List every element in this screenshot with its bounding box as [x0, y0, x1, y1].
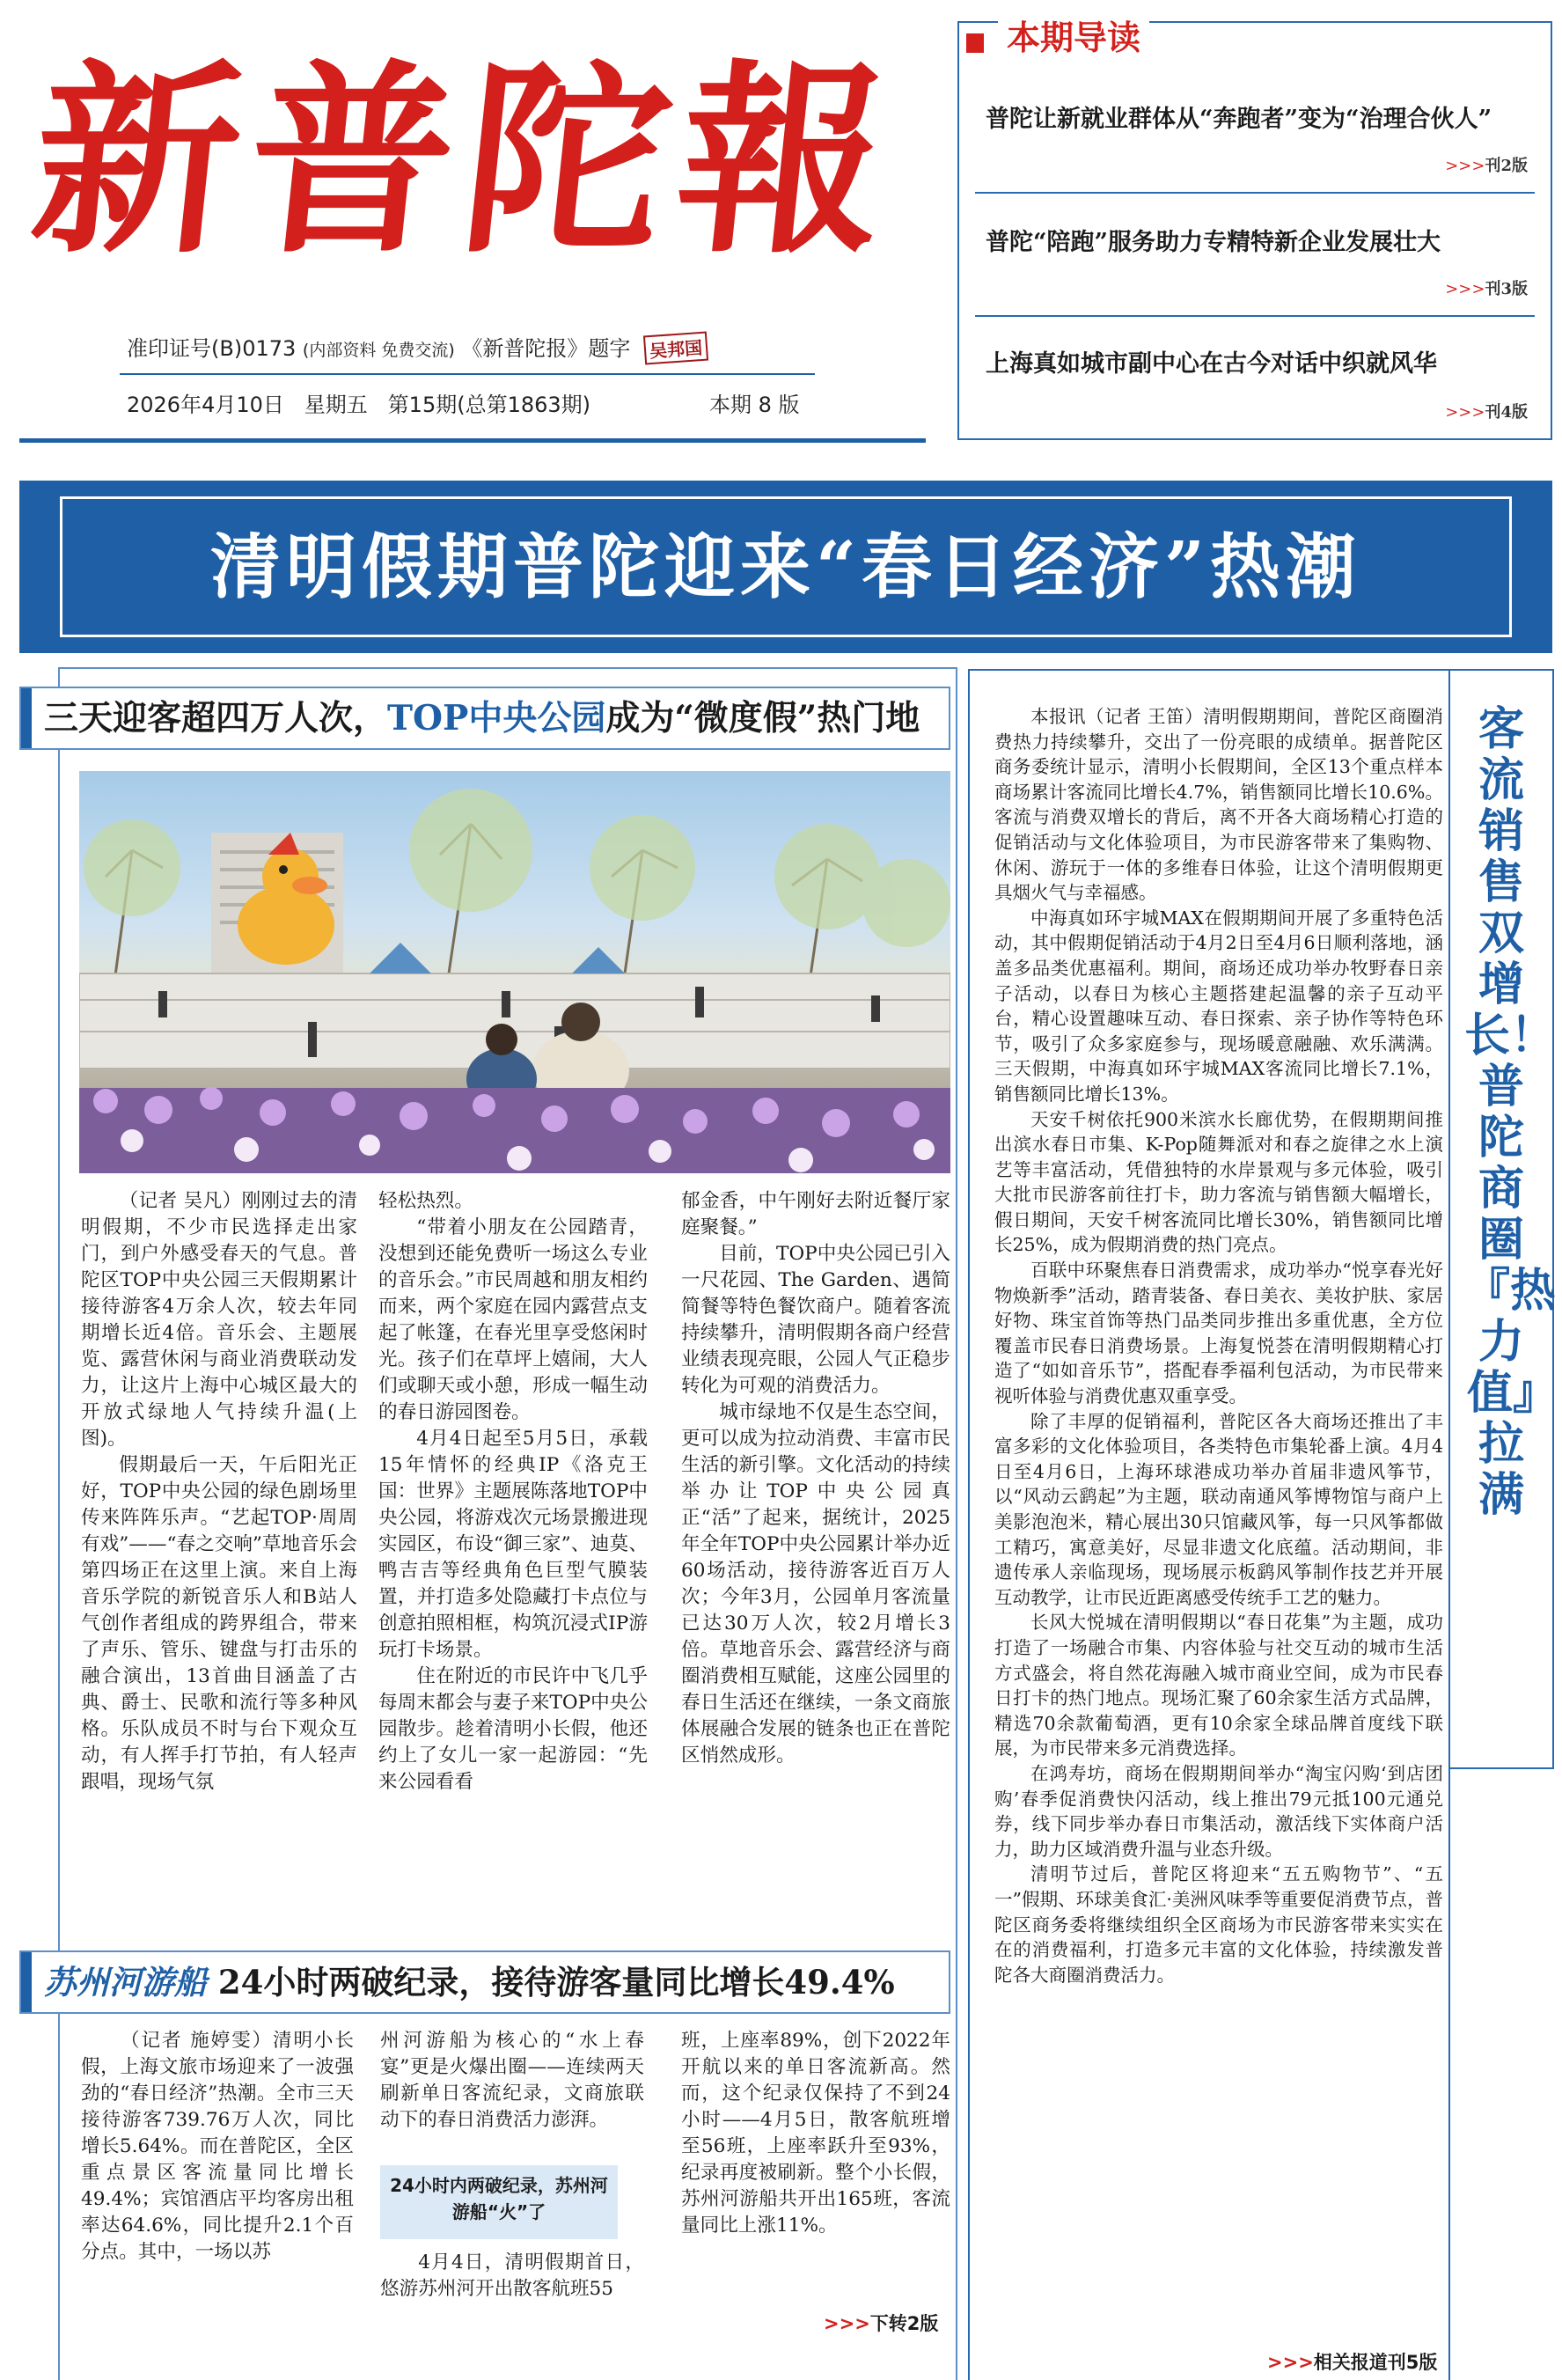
masthead-title: 新普陀報: [22, 40, 907, 281]
pull-quote: 24小时内两破纪录，苏州河游船“火”了: [380, 2165, 618, 2239]
story2-col2: [380, 2028, 644, 2134]
guide-divider: [975, 192, 1535, 194]
story2-headline: 苏州河游船 24小时两破纪录，接待游客量同比增长49.4%: [19, 1950, 950, 2014]
story2-col3: [681, 2028, 950, 2239]
story3-paragraph: 在鸿寿坊，商场在假期期间举办“淘宝闪购‘到店团购’春季促消费快闪活动，线上推出79元抵100元通兑券，线下同步举办春日市集活动，激活线下实体商户活力，助力区域消费升温与业态升级。: [994, 1762, 1443, 1860]
story2-paragraph: 州河游船为核心的“水上春宴”更是火爆出圈——连续两天刷新单日客流纪录，文商旅联动下的春日消费活力澎湃。: [380, 2030, 644, 2131]
permit-line: [127, 331, 708, 363]
banner-headline: 清明假期普陀迎来“春日经济”热潮: [60, 496, 1512, 637]
story1-paragraph: 4月4日起至5月5日，承载15年情怀的经典IP《洛克王国：世界》主题展陈落地TOP中央公园，将游戏次元场景搬进现实园区，布设“御三家”、迪莫、鸭吉吉等经典角色巨型气膜装置，并打造多处隐藏打卡点位与创意拍照相框，构筑沉浸式IP游玩打卡场景。: [378, 1428, 648, 1661]
story1-paragraph: 郁金香，中午刚好去附近餐厅家庭聚餐。”: [681, 1190, 950, 1238]
story1-paragraph: 假期最后一天，午后阳光正好，TOP中央公园的绿色剧场里传来阵阵乐声。“艺起TOP·周周有戏”——“春之交响”草地音乐会第四场正在这里上演。来自上海音乐学院的新锐音乐人和B站人气创作者组成的跨界组合，带来了声乐、管乐、键盘与打击乐的融合演出，13首曲目涵盖了古典、爵士、民歌和流行等多种风格。乐队成员不时与台下观众互动，有人挥手打节拍，有人轻声跟唱，现场气氛: [81, 1454, 357, 1793]
story3-paragraph: 中海真如环宇城MAX在假期期间开展了多重特色活动，其中假期促销活动于4月2日至4月6日顺利落地，涵盖多品类优惠福利。期间，商场还成功举办牧野春日亲子活动，以春日为核心主题搭建起温馨的亲子互动平台，精心设置趣味互动、春日探索、亲子协作等特色环节，吸引了众多家庭参与，现场暖意融融、欢乐满满。三天假期，中海真如环宇城MAX客流同比增长7.1%，销售额同比增长13%。: [994, 907, 1443, 1105]
story3-body: 本报讯（记者 王笛）清明假期期间，普陀区商圈消费热力持续攀升，交出了一份亮眼的成绩单。据普陀区商务委统计显示，清明小长假期间，全区13个重点样本商场累计客流同比增长4.7%，销售额同比增长10.6%。客流与消费双增长的背后，离不开各大商场精心打造的促销活动与文化体验项目，为市民游客带来了集购物、休闲、游玩于一体的多维春日体验，让这个清明假期更具烟火气与幸福感。 中海真如环宇城MAX在假期期间开展了多重特色活动，其中假期促销活动于4月2日至4月6日顺利落地，涵盖多品类优惠福利。期间，商场还成功举办牧野春日亲子活动，以春日为核心主题搭建起温馨的亲子互动平台，精心设置趣味互动、春日探索、亲子协作等特色环节，吸引了众多家庭参与，现场暖意融融、欢乐满满。三天假期，中海真如环宇城MAX客流同比增长7.1%，销售额同比增长13%。 天安千树依托900米滨水长廊优势，在假期期间推出滨水春日市集、K-Pop随舞派对和春之旋律之水上演艺等丰富活动，凭借独特的水岸景观与多元体验，吸引大批市民游客前往打卡，助力客流与销售额大幅增长，假日期间，天安千树客流同比增长30%，销售额同比增长25%，成为假期消费的热门亮点。 百联中环聚焦春日消费需求，成功举办“悦享春光好物焕新季”活动，踏青装备、春日美衣、美妆护肤、家居好物、珠宝首饰等热门品类同步推出多重优惠，全方位覆盖市民春日消费场景。上海复悦荟在清明假期精心打造了“如如音乐节”，搭配春季福利包活动，为市民带来视听体验与消费优惠双重享受。 除了丰厚的促销福利，普陀区各大商场还推出了丰富多彩的文化体验项目，各类特色市集轮番上演。4月4日至4月6日，上海环球港成功举办首届非遗风筝节，以“风动云鹞起”为主题，联动南通风筝博物馆与商户上美影泡泡米，精心展出30只馆藏风筝，每一只风筝都做工精巧，寓意美好，尽显非遗文化底蕴。活动期间，非遗传承人亲临现场，现场展示板鹞风筝制作技艺并开展互动教学，让市民近距离感受传统手工艺的魅力。 长风大悦城在清明假期以“春日花集”为主题，成功打造了一场融合市集、内容体验与社交互动的城市生活方式盛会，将自然花海融入城市商业空间，成为市民春日打卡的热门地点。现场汇聚了60余家生活方式品牌，精选70余款葡萄酒，更有10余家全球品牌首度线下联展，为市民带来多元消费选择。 在鸿寿坊，商场在假期期间举办“淘宝闪购‘到店团购’春季促消费快闪活动，线上推出79元抵100元通兑券，线下同步举办春日市集活动，激活线下实体商户活力，助力区域消费升温与业态升级。 清明节过后，普陀区将迎来“五五购物节”、“五一”假期、环球美食汇·美洲风味季等重要促消费节点，普陀区商务委将继续组织全区商场为市民游客带来实实在在的消费福利，打造多元丰富的文化体验，持续激发普陀各大商圈消费活力。: [994, 704, 1443, 1987]
guide-link-3[interactable]: 上海真如城市副中心在古今对话中织就风华: [986, 350, 1437, 378]
issue-line: [127, 387, 590, 418]
meta-divider: [120, 373, 815, 375]
issue-number: 第15期(总第1863期): [387, 393, 591, 417]
guide-page-ref-1: >>>刊2版: [1445, 157, 1528, 175]
story1-col2: [378, 1188, 648, 1796]
headline-bar: [21, 1952, 32, 2012]
park-photo: [79, 771, 950, 1173]
park-photo-illustration: [79, 771, 950, 1173]
story1-col1: （记者 吴凡）刚刚过去的清明假期，不少市民选择走出家门，到户外感受春天的气息。普陀区TOP中央公园三天假期累计接待游客4万余人次，较去年同期增长近4倍。音乐会、主题展览、露营休闲与商业消费联动发力，让这片上海中心城区最大的开放式绿地人气持续升温(上图)。 假期最后一天，午后阳光正好，TOP中央公园的绿色剧场里传来阵阵乐声。“艺起TOP·周周有戏”——“春之交响”草地音乐会第四场正在这里上演。来自上海音乐学院的新锐音乐人和B站人气创作者组成的跨界组合，带来了声乐、管乐、键盘与打击乐的融合演出，13首曲目涵盖了古典、爵士、民歌和流行等多种风格。乐队成员不时与台下观众互动，有人挥手打节拍，有人轻声跟唱，现场气氛: [81, 1188, 357, 1796]
title-credit: 《新普陀报》题字: [461, 336, 631, 361]
story3-paragraph: 长风大悦城在清明假期以“春日花集”为主题，成功打造了一场融合市集、内容体验与社交互动的城市生活方式盛会，将自然花海融入城市商业空间，成为市民春日打卡的热门地点。现场汇聚了60余家生活方式品牌，精选70余款葡萄酒，更有10余家全球品牌首度线下联展，为市民带来多元消费选择。: [994, 1612, 1443, 1759]
guide-page-ref-2: >>>刊3版: [1445, 280, 1528, 298]
guide-title: 本期导读: [998, 11, 1149, 59]
issue-weekday: 星期五: [304, 393, 368, 417]
story3-paragraph: 清明节过后，普陀区将迎来“五五购物节”、“五一”假期、环球美食汇·美洲风味季等重要促消费节点，普陀区商务委将继续组织全区商场为市民游客带来实实在在的消费福利，打造多元丰富的文化体验，持续激发普陀各大商圈消费活力。: [994, 1863, 1443, 1986]
story1-byline: （记者 吴凡）: [119, 1190, 242, 1212]
story3-paragraph: 百联中环聚焦春日消费需求，成功举办“悦享春光好物焕新季”活动，踏青装备、春日美衣、美妆护肤、家居好物、珠宝首饰等热门品类同步推出多重优惠，全方位覆盖市民春日消费场景。上海复悦荟在清明假期精心打造了“如如音乐节”，搭配春季福利包活动，为市民带来视听体验与消费优惠双重享受。: [994, 1260, 1443, 1407]
issue-date: 2026年4月10日: [127, 393, 284, 417]
story3-paragraph: 除了丰厚的促销福利，普陀区各大商场还推出了丰富多彩的文化体验项目，各类特色市集轮番上演。4月4日至4月6日，上海环球港成功举办首届非遗风筝节，以“风动云鹞起”为主题，联动南通风筝博物馆与商户上美影泡泡米，精心展出30只馆藏风筝，每一只风筝都做工精巧，寓意美好，尽显非遗文化底蕴。活动期间，非遗传承人亲临现场，现场展示板鹞风筝制作技艺并开展互动教学，让市民近距离感受传统手工艺的魅力。: [994, 1410, 1443, 1608]
story1-paragraph: 目前，TOP中央公园已引入一尺花园、The Garden、遇简简餐等特色餐饮商户。随着客流持续攀升，清明假期各商户经营业绩表现亮眼，公园人气正稳步转化为可观的消费活力。: [681, 1243, 950, 1397]
story1-paragraph: 住在附近的市民许中飞几乎每周末都会与妻子来TOP中央公园散步。趁着清明小长假，他还约上了女儿一家一起游园：“先来公园看看: [378, 1665, 648, 1793]
guide-marker: [966, 33, 984, 53]
guide-link-2[interactable]: 普陀“陪跑”服务助力专精特新企业发展壮大: [986, 229, 1441, 256]
banner: [19, 481, 1552, 653]
permit-note: (内部资料 免费交流): [302, 341, 455, 360]
guide-link-1[interactable]: 普陀让新就业群体从“奔跑者”变为“治理合伙人”: [986, 106, 1492, 133]
guide-page-ref-3: >>>刊4版: [1445, 403, 1528, 422]
headline-bar: [21, 688, 32, 748]
issue-guide: [957, 18, 1552, 440]
continue-link[interactable]: >>>下转2版: [824, 2313, 939, 2334]
story1-col3: [681, 1188, 950, 1769]
calligraphy-seal: 吴邦国: [643, 332, 708, 365]
page-count: 本期 8 版: [709, 393, 800, 417]
story2-paragraph: 班，上座率89%，创下2022年开航以来的单日客流新高。然而，这个纪录仅保持了不到24小时——4月5日，散客航班增至56班，上座率跃升至93%，纪录再度被刷新。整个小长假，苏州河游船共开出165班，客流量同比上涨11%。: [681, 2030, 950, 2237]
story2-col1: （记者 施婷雯）清明小长假，上海文旅市场迎来了一波强劲的“春日经济”热潮。全市三天接待游客739.76万人次，同比增长5.64%。而在普陀区，全区重点景区客流量同比增长49.4%；宾馆酒店平均客房出租率达64.6%，同比提升2.1个百分点。其中，一场以苏: [81, 2030, 354, 2263]
story1-paragraph: 城市绿地不仅是生态空间，更可以成为拉动消费、丰富市民生活的新引擎。文化活动的持续举办让TOP中央公园真正“活”了起来，据统计，2025年全年TOP中央公园累计举办近60场活动，接待游客近百万人次；今年3月，公园单月客流量已达30万人次，较2月增长3倍。草地音乐会、露营经济与商圈消费相互赋能，这座公园里的春日生活还在继续，一条文商旅体展融合发展的链条也正在普陀区悄然成形。: [681, 1401, 950, 1767]
story2-col2b: [380, 2250, 644, 2303]
story1-paragraph: 轻松热烈。: [378, 1190, 473, 1212]
story2-paragraph: 4月4日，清明假期首日，悠游苏州河开出散客航班55: [380, 2251, 644, 2300]
story3-paragraph: 天安千树依托900米滨水长廊优势，在假期期间推出滨水春日市集、K-Pop随舞派对和春之旋律之水上演艺等丰富活动，凭借独特的水岸景观与多元体验，吸引大批市民游客前往打卡，助力客流与销售额大幅增长，假日期间，天安千树客流同比增长30%，销售额同比增长25%，成为假期消费的热门亮点。: [994, 1108, 1443, 1256]
masthead-rule: [19, 438, 926, 443]
related-link[interactable]: >>>相关报道刊5版: [1267, 2352, 1438, 2373]
story1-headline: 三天迎客超四万人次，TOP中央公园成为“微度假”热门地: [19, 687, 950, 750]
vertical-headline: 客流销售双增长！普陀商圈『热力值』拉满: [1464, 702, 1557, 1522]
story1-paragraph: “带着小朋友在公园踏青，没想到还能免费听一场这么专业的音乐会。”市民周越和朋友相约而来，两个家庭在园内露营点支起了帐篷，在春光里享受悠闲时光。孩子们在草坪上嬉闹，大人们或聊天或小憩，形成一幅生动的春日游园图卷。: [378, 1216, 648, 1423]
permit-number: 准印证号(B)0173: [127, 336, 297, 361]
story3-byline: 本报讯（记者 王笛）: [1030, 706, 1204, 727]
guide-divider: [975, 315, 1535, 317]
story2-byline: （记者 施婷雯）: [119, 2030, 274, 2052]
